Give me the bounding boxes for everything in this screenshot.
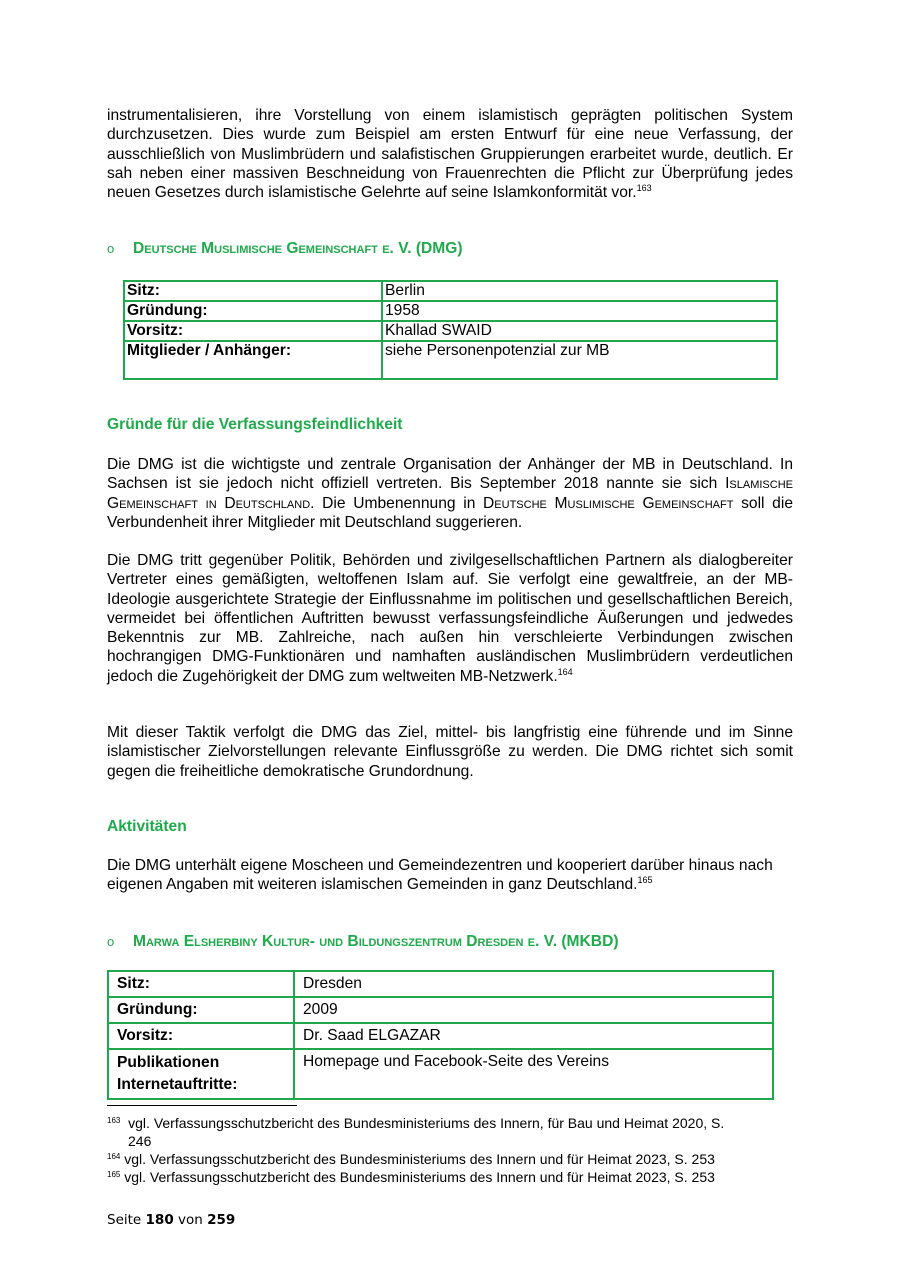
table-label: Sitz: <box>124 281 382 301</box>
table-label: Mitglieder / Anhänger: <box>124 341 382 379</box>
table-row <box>108 971 773 997</box>
footnote-ref-165[interactable]: 165 <box>637 875 653 886</box>
footnote-separator <box>107 1105 297 1106</box>
subheading-activities: Aktivitäten <box>107 818 187 835</box>
table-value: siehe Personenpotenzial zur MB <box>382 341 777 379</box>
section-heading-dmg: o Deutsche Muslimische Gemeinschaft e. V. (DMG) <box>107 240 463 257</box>
total-pages: 259 <box>207 1212 236 1228</box>
table-row <box>108 997 773 1023</box>
mkbd-info-table <box>107 970 774 1100</box>
bullet-icon: o <box>107 934 115 949</box>
table-value: Khallad SWAID <box>382 321 777 341</box>
dmg-info-table <box>123 280 778 380</box>
intro-paragraph: instrumentalisieren, ihre Vorstellung von einem islamistisch geprägten politischen System durchzusetzen. Dies wurde zum Beispiel am ersten Entwurf für eine neue Verfassung, der ausschließlich von Muslimbrüdern und salafistischen Gruppierungen erarbeitet wurde, deutlich. Er sah neben einer massiven Beschneidung von Frauenrechten die Pflicht zur Überprüfung jedes neuen Gesetzes durch islamistische Gelehrte auf seine Islamkonformität vor.$^{163}$ <box>107 107 793 202</box>
table-row <box>124 281 777 301</box>
intro-block <box>107 106 793 202</box>
dmg-paragraph-2: Die DMG tritt gegenüber Politik, Behörden und zivilgesellschaftlichen Partnern als dialogbereiter Vertreter eines gemäßigten, weltoffenen Islam auf. Sie verfolgt eine gewaltfreie, an der MB-Ideologie ausgerichtete Strategie der Einflussnahme im politischen und gesellschaftlichen Bereich, vermeidet bei öffentlichen Auftritten bewusst verfassungsfeindliche Äußerungen und jedwedes Bekenntnis zur MB. Zahlreiche, nach außen hin verschleierte Verbindungen zwischen hochrangigen DMG-Funktionären und namhaften ausländischen Muslimbrüdern verdeutlichen jedoch die Zugehörigkeit der DMG zum weltweiten MB-Netzwerk.$^{164}$ <box>107 552 793 685</box>
table-label: Gründung: <box>108 997 294 1023</box>
table-row <box>124 301 777 321</box>
subheading-reasons: Gründe für die Verfassungsfeindlichkeit <box>107 416 403 433</box>
table-value: Homepage und Facebook-Seite des Vereins <box>294 1049 773 1099</box>
bullet-icon: o <box>107 241 115 256</box>
current-page: 180 <box>145 1212 174 1228</box>
footnote-163: $^{163}$ vgl. Verfassungsschutzbericht des Bundesministeriums des Innern, für Bau und Heimat 2020, S. 246 <box>107 1115 725 1149</box>
table-label: Gründung: <box>124 301 382 321</box>
table-label: Vorsitz: <box>124 321 382 341</box>
table-value: 1958 <box>382 301 777 321</box>
footnote-165: $^{165}$ vgl. Verfassungsschutzbericht des Bundesministeriums des Innern und für Heimat 2023, S. 253 <box>107 1169 715 1185</box>
footnote-ref-163[interactable]: 163 <box>636 183 652 194</box>
table-row <box>124 341 777 379</box>
table-value: Dresden <box>294 971 773 997</box>
dmg-paragraph-3-block <box>107 723 793 781</box>
table-label: Sitz: <box>108 971 294 997</box>
table-row <box>108 1023 773 1049</box>
footnote-ref-164[interactable]: 164 <box>557 666 573 677</box>
dmg-paragraph-4-block <box>107 856 793 895</box>
page-footer: Seite 180 von 259 <box>107 1212 236 1228</box>
table-row <box>124 321 777 341</box>
table-value: Berlin <box>382 281 777 301</box>
dmg-paragraph-1: Die DMG ist die wichtigste und zentrale Organisation der Anhänger der MB in Deutschland. In Sachsen ist sie jedoch nicht offiziell vertreten. Bis September 2018 nannte sie sich Islamische Gemeinschaft in Deutschland. Die Umbenennung in Deutsche Muslimische Gemeinschaft soll die Verbundenheit ihrer Mitglieder mit Deutschland suggerieren. <box>107 456 793 531</box>
table-value: Dr. Saad ELGAZAR <box>294 1023 773 1049</box>
dmg-paragraph-2-block <box>107 551 793 686</box>
table-label: Publikationen Internetauftritte: <box>108 1049 294 1099</box>
section-heading-mkbd: o Marwa Elsherbiny Kultur- und Bildungszentrum Dresden e. V. (MKBD) <box>107 933 619 950</box>
table-value: 2009 <box>294 997 773 1023</box>
table-row <box>108 1049 773 1099</box>
dmg-paragraph-4: Die DMG unterhält eigene Moscheen und Gemeindezentren und kooperiert darüber hinaus nach eigenen Angaben mit weiteren islamischen Gemeinden in ganz Deutschland.$^{165}$ <box>107 857 773 894</box>
dmg-paragraph-3: Mit dieser Taktik verfolgt die DMG das Ziel, mittel- bis langfristig eine führende und im Sinne islamistischer Zielvorstellungen relevante Einflussgröße zu werden. Die DMG richtet sich somit gegen die freiheitliche demokratische Grundordnung. <box>107 724 793 780</box>
table-label: Vorsitz: <box>108 1023 294 1049</box>
dmg-paragraph-1-block <box>107 455 793 532</box>
footnote-164: $^{164}$ vgl. Verfassungsschutzbericht des Bundesministeriums des Innern und für Heimat 2023, S. 253 <box>107 1151 715 1167</box>
